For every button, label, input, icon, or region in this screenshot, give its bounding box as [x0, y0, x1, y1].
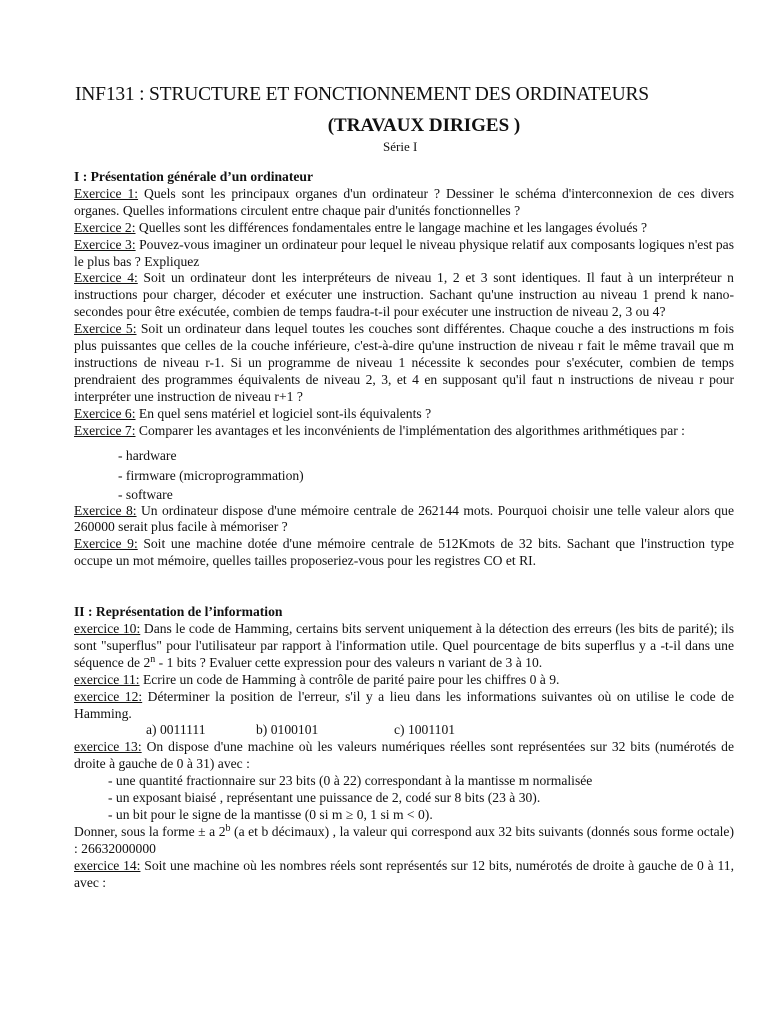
exercise-5-text: Soit un ordinateur dans lequel toutes les couches sont différentes. Chaque couche a des instructions m fois plus puissantes que celles de la couche inférieure, c'est-à-dire qu'une instruction de niveau r fait le même travail que m instructions de niveau r-1. Si un programme de niveau 1 nécessite k secondes pour s'exécuter, combien de temps prendraient des programmes équivalents de niveau 2, 3, et 4 en supposant qu'il faut n instructions de niveau r pour interpréter une instruction de niveau r+1 ? — [74, 321, 734, 404]
exercise-13 — [74, 739, 734, 773]
list-item: - firmware (microprogrammation) — [118, 467, 304, 483]
exercise-11-text: Ecrire un code de Hamming à contrôle de parité paire pour les chiffres 0 à 9. — [139, 671, 560, 687]
exercise-3-text: Pouvez-vous imaginer un ordinateur pour lequel le niveau physique relatif aux composants logiques n'est pas le plus bas ? Expliquez — [74, 236, 735, 269]
exercise-12-text: Déterminer la position de l'erreur, s'il y a lieu dans les informations suivantes où on utilise le code de Hamming. — [74, 688, 734, 721]
exercise-9-text: Soit une machine dotée d'une mémoire centrale de 512Kmots de 32 bits. Sachant que l'instruction type occupe un mot mémoire, quelles tailles proposeriez-vous pour les registres CO et RI. — [74, 536, 734, 569]
section-spacer — [74, 570, 734, 604]
exercise-11 — [74, 672, 734, 689]
exercise-7 — [74, 423, 734, 440]
document-title: INF131 : STRUCTURE ET FONCTIONNEMENT DES ORDINATEURS — [75, 84, 649, 105]
exercise-8-label: Exercice 8: — [74, 502, 137, 518]
list-item: - un bit pour le signe de la mantisse (0 si m ≥ 0, 1 si m < 0). — [108, 807, 433, 822]
exercise-13-list — [108, 773, 734, 824]
exercise-14 — [74, 858, 734, 892]
list-item: - hardware — [118, 447, 177, 463]
exercise-6-label: Exercice 6: — [74, 405, 136, 421]
option-b: b) 0100101 — [256, 722, 319, 738]
exercise-13-text: On dispose d'une machine où les valeurs numériques réelles sont représentées sur 32 bits (numérotés de droite à gauche de 0 à 31) avec : — [74, 739, 734, 772]
exercise-14-text: Soit une machine où les nombres réels sont représentés sur 12 bits, numérotés de droite à gauche de 0 à 11, avec : — [74, 857, 734, 890]
list-item: - un exposant biaisé , représentant une puissance de 2, codé sur 8 bits (23 à 30). — [108, 790, 541, 806]
exercise-3-label: Exercice 3: — [74, 236, 136, 252]
list-item: - software — [118, 486, 173, 502]
exercise-10-superscript: n — [150, 653, 156, 665]
exercise-2 — [74, 220, 734, 237]
exercise-8 — [74, 503, 734, 537]
exercise-9 — [74, 536, 734, 570]
exercise-13-question-b: (a et b décimaux) , la valeur qui correspond aux 32 bits suivants (donnés sous forme octale) : 26632000000 — [74, 823, 734, 856]
exercise-10-label: exercice 10: — [74, 621, 141, 637]
exercise-2-label: Exercice 2: — [74, 219, 136, 235]
exercise-13-superscript: b — [225, 822, 231, 834]
exercise-13-question-a: Donner, sous la forme ± a 2 — [74, 823, 226, 839]
exercise-5-label: Exercice 5: — [74, 321, 137, 337]
exercise-4-text: Soit un ordinateur dont les interpréteurs de niveau 1, 2 et 3 sont identiques. Il faut à un interpréteur n instructions pour charger, décoder et exécuter une instruction. Sachant qu'une instruction au niveau 1 prend k nano-secondes pour être exécutée, combien de temps faudra-t-il pour exécuter une instruction de niveau 2, 3 ou 4? — [74, 270, 734, 320]
exercise-11-label: exercice 11: — [74, 671, 140, 687]
option-c: c) 1001101 — [394, 722, 456, 738]
exercise-12-options — [146, 722, 734, 739]
exercise-10 — [74, 621, 734, 672]
series-label: Série I — [383, 139, 418, 154]
exercise-1-text: Quels sont les principaux organes d'un ordinateur ? Dessiner le schéma d'interconnexion de ces divers organes. Quelles informations circulent entre chaque pair d'unités fonctionnelles ? — [74, 185, 734, 218]
exercise-3 — [74, 237, 734, 271]
exercise-14-label: exercice 14: — [74, 857, 141, 873]
exercise-4 — [74, 270, 734, 321]
exercise-1 — [74, 186, 734, 220]
section-1-heading: I : Présentation générale d’un ordinateur — [74, 169, 313, 184]
exercise-12-label: exercice 12: — [74, 688, 143, 704]
exercise-10-text-b: - 1 bits ? Evaluer cette expression pour des valeurs n variant de 3 à 10. — [155, 654, 543, 670]
section-2-heading: II : Représentation de l’information — [74, 604, 283, 620]
exercise-7-text: Comparer les avantages et les inconvénients de l'implémentation des algorithmes arithmétiques par : — [135, 422, 685, 438]
document-body — [74, 169, 734, 892]
exercise-6-text: En quel sens matériel et logiciel sont-ils équivalents ? — [135, 405, 432, 421]
exercise-1-label: Exercice 1: — [74, 185, 139, 201]
exercise-7-label: Exercice 7: — [74, 422, 136, 438]
exercise-4-label: Exercice 4: — [74, 270, 138, 286]
exercise-8-text: Un ordinateur dispose d'une mémoire centrale de 262144 mots. Pourquoi choisir une telle valeur alors que 260000 serait plus facile à mémoriser ? — [74, 502, 734, 535]
exercise-9-label: Exercice 9: — [74, 536, 138, 552]
exercise-6 — [74, 406, 734, 423]
exercise-10-text-a: Dans le code de Hamming, certains bits servent uniquement à la détection des erreurs (les bits de parité); ils sont "superflus" pour l'utilisateur par rapport à l'information utile. Quel pourcentage de bits superflus y a -t-il dans une séquence de 2 — [74, 621, 734, 670]
exercise-13-label: exercice 13: — [74, 739, 142, 755]
exercise-7-list — [118, 446, 734, 503]
list-item: - une quantité fractionnaire sur 23 bits (0 à 22) correspondant à la mantisse m normalisée — [108, 773, 593, 789]
exercise-13-question — [74, 824, 734, 858]
exercise-2-text: Quelles sont les différences fondamentales entre le langage machine et les langages évolués ? — [135, 219, 648, 235]
exercise-12 — [74, 689, 734, 723]
exercise-5 — [74, 321, 734, 406]
option-a: a) 0011111 — [146, 722, 206, 738]
document-subtitle: (TRAVAUX DIRIGES ) — [327, 115, 521, 136]
